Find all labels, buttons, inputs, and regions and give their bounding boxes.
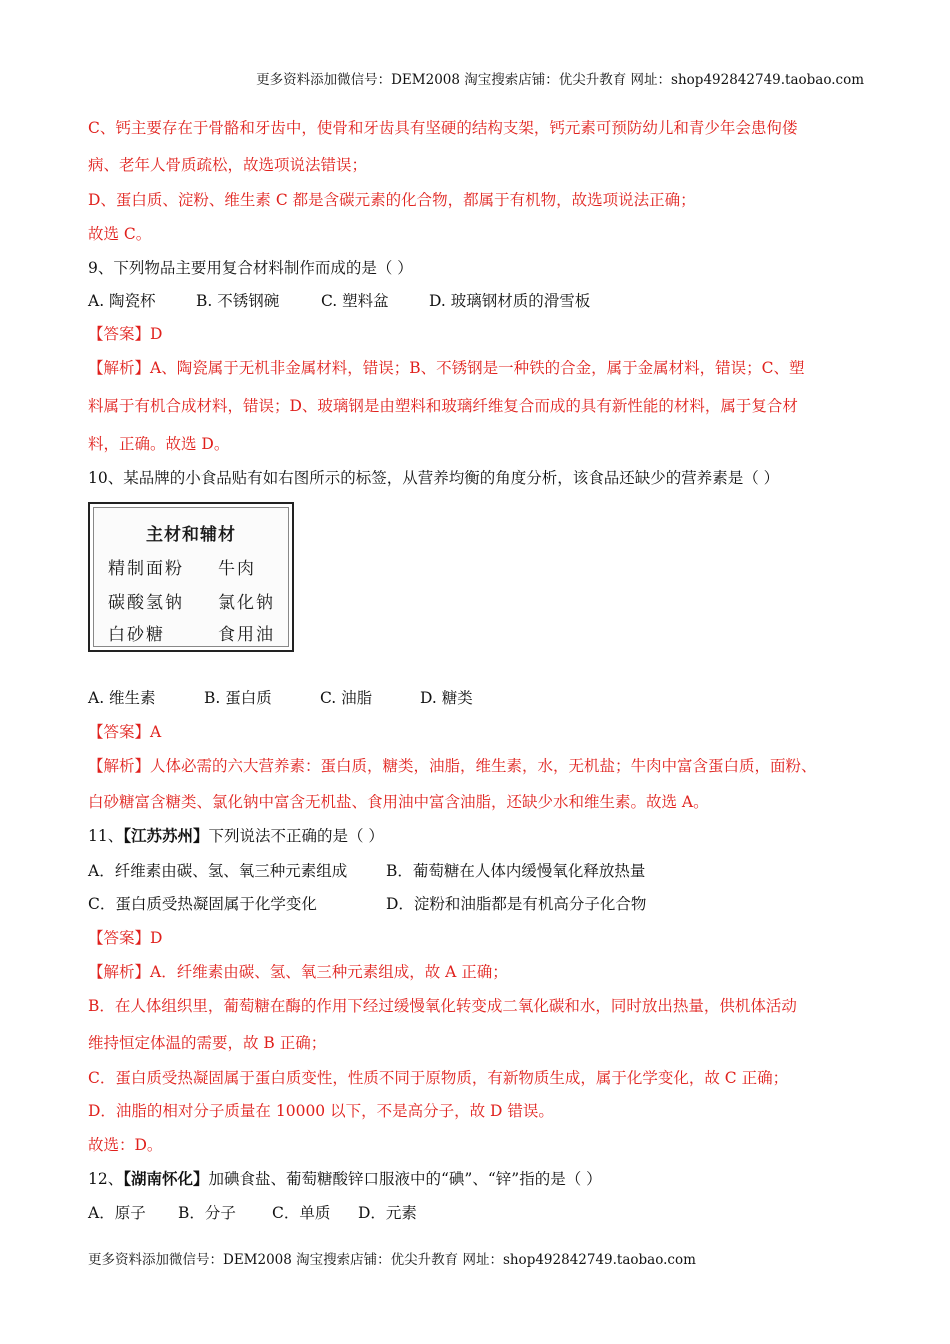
q8-option-d: D、蛋白质、淀粉、维生素 C 都是含碳元素的化合物，都属于有机物，故选项说法正确； — [88, 191, 696, 209]
q10-question: 10、某品牌的小食品贴有如右图所示的标签，从营养均衡的角度分析，该食品还缺少的营养素是（ ） — [88, 469, 780, 487]
q8-option-c-line2: 病、老年人骨质疏松，故选项说法错误； — [88, 156, 368, 174]
q11-options-row1 — [88, 861, 645, 881]
q12-option-b: B．分子 — [178, 1204, 236, 1222]
food-label-image — [88, 502, 294, 652]
food-label-item: 牛肉 — [218, 559, 256, 579]
q11-question — [88, 826, 384, 846]
q11-option-a: A．纤维素由碳、氢、氧三种元素组成 — [88, 862, 348, 880]
q11-option-d: D．淀粉和油脂都是有机高分子化合物 — [386, 895, 647, 913]
q11-option-b: B．葡萄糖在人体内缓慢氧化释放热量 — [386, 862, 646, 880]
food-label-title: 主材和辅材 — [146, 525, 236, 545]
q9-analysis-line3: 料，正确。故选 D。 — [88, 435, 230, 453]
page-footer: 更多资料添加微信号：DEM2008 淘宝搜索店铺：优尖升教育 网址：shop492842749.taobao.com — [88, 1252, 696, 1268]
q10-answer: 【答案】A — [88, 723, 162, 741]
q12-option-c: C．单质 — [272, 1204, 331, 1222]
q10-analysis-line2: 白砂糖富含糖类、氯化钠中富含无机盐、食用油中富含油脂，还缺少水和维生素。故选 A。 — [88, 793, 709, 811]
q10-option-b: B. 蛋白质 — [204, 689, 272, 707]
q9-option-c: C. 塑料盆 — [321, 292, 389, 310]
q10-analysis-line1: 【解析】人体必需的六大营养素：蛋白质，糖类，油脂，维生素，水，无机盐；牛肉中富含蛋白质，面粉、 — [88, 757, 817, 775]
q11-question-text: 下列说法不正确的是（ ） — [208, 827, 384, 845]
q10-option-d: D. 糖类 — [420, 689, 473, 707]
q10-option-a: A. 维生素 — [88, 689, 156, 707]
q9-option-d: D. 玻璃钢材质的滑雪板 — [429, 292, 591, 310]
food-label-item: 氯化钠 — [218, 593, 275, 613]
q12-number: 12、 — [88, 1170, 124, 1188]
q11-analysis-line3: 维持恒定体温的需要，故 B 正确； — [88, 1034, 327, 1052]
q12-question-text: 加碘食盐、葡萄糖酸锌口服液中的“碘”、“锌”指的是（ ） — [208, 1170, 602, 1188]
q8-conclusion: 故选 C。 — [88, 225, 152, 243]
food-label-item: 食用油 — [218, 625, 275, 645]
q9-analysis-line1: 【解析】A、陶瓷属于无机非金属材料，错误；B、不锈钢是一种铁的合金，属于金属材料，错误；C、塑 — [88, 359, 805, 377]
q9-answer: 【答案】D — [88, 325, 163, 343]
food-label-item: 碳酸氢钠 — [108, 593, 184, 613]
q10-options — [88, 688, 473, 708]
q12-option-a: A．原子 — [88, 1204, 146, 1222]
q11-analysis-line5: D．油脂的相对分子质量在 10000 以下，不是高分子，故 D 错误。 — [88, 1102, 554, 1120]
q10-option-c: C. 油脂 — [320, 689, 373, 707]
q9-options — [88, 291, 590, 311]
page-header: 更多资料添加微信号：DEM2008 淘宝搜索店铺：优尖升教育 网址：shop492842749.taobao.com — [256, 72, 864, 88]
food-label-item: 精制面粉 — [108, 559, 184, 579]
q11-answer: 【答案】D — [88, 929, 163, 947]
q12-source-tag: 【湖南怀化】 — [123, 1169, 209, 1188]
q11-options-row2 — [88, 894, 646, 914]
q9-analysis-line2: 料属于有机合成材料，错误；D、玻璃钢是由塑料和玻璃纤维复合而成的具有新性能的材料，属于复合材 — [88, 397, 798, 415]
q9-question: 9、下列物品主要用复合材料制作而成的是（ ） — [88, 259, 413, 277]
q8-option-c-line1: C、钙主要存在于骨骼和牙齿中，使骨和牙齿具有坚硬的结构支架，钙元素可预防幼儿和青少年会患佝偻 — [88, 119, 798, 137]
q12-question — [88, 1169, 602, 1189]
q12-option-d: D．元素 — [358, 1204, 417, 1222]
food-label-item: 白砂糖 — [108, 625, 165, 645]
q9-option-a: A. 陶瓷杯 — [88, 292, 156, 310]
q9-option-b: B. 不锈钢碗 — [196, 292, 280, 310]
q11-analysis-line4: C．蛋白质受热凝固属于蛋白质变性，性质不同于原物质，有新物质生成，属于化学变化，故 C 正确； — [88, 1069, 789, 1087]
q11-option-c: C．蛋白质受热凝固属于化学变化 — [88, 895, 317, 913]
q11-analysis-line6: 故选：D。 — [88, 1136, 163, 1154]
q12-options — [88, 1203, 417, 1223]
q11-number: 11、 — [88, 827, 124, 845]
q11-analysis-line1: 【解析】A．纤维素由碳、氢、氧三种元素组成，故 A 正确； — [88, 963, 508, 981]
q11-source-tag: 【江苏苏州】 — [123, 826, 209, 845]
q11-analysis-line2: B．在人体组织里，葡萄糖在酶的作用下经过缓慢氧化转变成二氧化碳和水，同时放出热量，供机体活动 — [88, 997, 797, 1015]
